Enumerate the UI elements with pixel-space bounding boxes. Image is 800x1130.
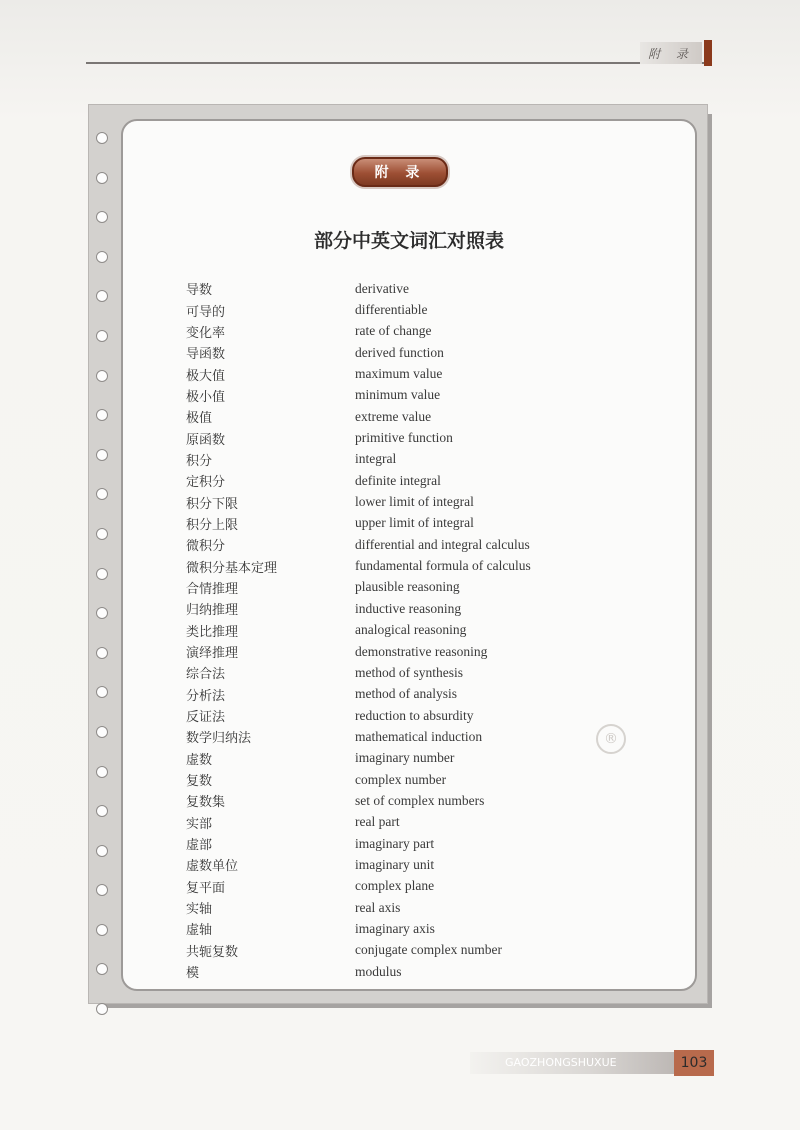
term-chinese: 积分下限 xyxy=(186,496,239,512)
term-chinese: 变化率 xyxy=(186,325,226,341)
header-accent-bar xyxy=(704,40,712,66)
term-chinese: 实轴 xyxy=(186,902,213,918)
glossary-row xyxy=(186,790,606,811)
binder-holes xyxy=(96,132,110,1043)
binder-hole xyxy=(96,884,108,896)
binder-hole xyxy=(96,607,108,619)
binder-hole xyxy=(96,924,108,936)
glossary-row xyxy=(186,491,606,512)
binder-hole xyxy=(96,449,108,461)
term-chinese: 模 xyxy=(186,966,200,982)
glossary-row xyxy=(186,726,606,747)
term-english: derived function xyxy=(355,344,444,360)
binder-hole xyxy=(96,290,108,302)
term-english: integral xyxy=(355,451,397,467)
term-english: derivative xyxy=(355,280,409,296)
term-english: differential and integral calculus xyxy=(355,536,530,552)
glossary-row xyxy=(186,812,606,833)
term-chinese: 极值 xyxy=(186,411,213,427)
term-chinese: 定积分 xyxy=(186,475,226,491)
binder-hole xyxy=(96,488,108,500)
glossary-row xyxy=(186,449,606,470)
glossary-row xyxy=(186,833,606,854)
glossary-row xyxy=(186,620,606,641)
term-chinese: 导函数 xyxy=(186,347,226,363)
glossary-row xyxy=(186,577,606,598)
binder-hole xyxy=(96,132,108,144)
term-chinese: 合情推理 xyxy=(186,581,239,597)
glossary-row xyxy=(186,961,606,982)
term-chinese: 极小值 xyxy=(186,389,226,405)
page-number: 103 xyxy=(674,1050,714,1076)
term-english: imaginary number xyxy=(355,750,455,766)
term-english: imaginary axis xyxy=(355,920,435,936)
term-chinese: 虚数 xyxy=(186,752,213,768)
glossary-row xyxy=(186,918,606,939)
term-english: real part xyxy=(355,814,400,830)
term-english: differentiable xyxy=(355,302,428,318)
glossary-row xyxy=(186,598,606,619)
term-chinese: 虚轴 xyxy=(186,923,213,939)
appendix-badge: 附 录 xyxy=(352,157,448,187)
term-english: modulus xyxy=(355,963,402,979)
term-chinese: 共轭复数 xyxy=(186,944,239,960)
term-chinese: 数学归纳法 xyxy=(186,731,252,747)
binder-hole xyxy=(96,528,108,540)
term-chinese: 微积分基本定理 xyxy=(186,560,278,576)
binder-hole xyxy=(96,1003,108,1015)
term-chinese: 综合法 xyxy=(186,667,226,683)
binder-hole xyxy=(96,845,108,857)
glossary-row xyxy=(186,299,606,320)
term-english: complex plane xyxy=(355,878,435,894)
glossary-row xyxy=(186,854,606,875)
binder-hole xyxy=(96,686,108,698)
binder-hole xyxy=(96,172,108,184)
binder-hole xyxy=(96,805,108,817)
binder-hole xyxy=(96,726,108,738)
term-chinese: 原函数 xyxy=(186,432,226,448)
term-chinese: 类比推理 xyxy=(186,624,239,640)
term-chinese: 复数 xyxy=(186,774,213,790)
glossary-row xyxy=(186,769,606,790)
term-english: conjugate complex number xyxy=(355,942,502,958)
term-chinese: 虚数单位 xyxy=(186,859,239,875)
binder-hole xyxy=(96,963,108,975)
glossary-row xyxy=(186,897,606,918)
term-english: complex number xyxy=(355,771,447,787)
binder-hole xyxy=(96,251,108,263)
footer-brand: GAOZHONGSHUXUE xyxy=(505,1056,617,1069)
term-chinese: 积分上限 xyxy=(186,517,239,533)
term-chinese: 虚部 xyxy=(186,838,213,854)
term-english: definite integral xyxy=(355,472,441,488)
term-chinese: 分析法 xyxy=(186,688,226,704)
term-english: rate of change xyxy=(355,323,432,339)
page-title: 部分中英文词汇对照表 xyxy=(313,230,504,252)
term-chinese: 极大值 xyxy=(186,368,226,384)
term-english: demonstrative reasoning xyxy=(355,643,488,659)
binder-hole xyxy=(96,766,108,778)
glossary-row xyxy=(186,876,606,897)
glossary-row xyxy=(186,427,606,448)
term-english: analogical reasoning xyxy=(355,622,467,638)
term-english: reduction to absurdity xyxy=(355,707,474,723)
term-english: method of analysis xyxy=(355,686,457,702)
term-english: set of complex numbers xyxy=(355,792,485,808)
term-english: lower limit of integral xyxy=(355,494,474,510)
glossary-row xyxy=(186,406,606,427)
term-english: imaginary unit xyxy=(355,856,435,872)
glossary-row xyxy=(186,534,606,555)
glossary-list xyxy=(186,278,606,982)
term-english: plausible reasoning xyxy=(355,579,460,595)
term-chinese: 微积分 xyxy=(186,539,226,555)
glossary-row xyxy=(186,385,606,406)
term-english: real axis xyxy=(355,899,401,915)
glossary-row xyxy=(186,684,606,705)
glossary-row xyxy=(186,555,606,576)
term-chinese: 积分 xyxy=(186,453,213,469)
term-chinese: 归纳推理 xyxy=(186,603,239,619)
term-english: imaginary part xyxy=(355,835,435,851)
glossary-row xyxy=(186,641,606,662)
header-rule xyxy=(86,62,712,64)
term-english: mathematical induction xyxy=(355,728,483,744)
glossary-row xyxy=(186,321,606,342)
binder-hole xyxy=(96,409,108,421)
term-chinese: 复数集 xyxy=(186,795,226,811)
glossary-row xyxy=(186,363,606,384)
term-chinese: 可导的 xyxy=(186,304,226,320)
term-chinese: 复平面 xyxy=(186,880,226,896)
binder-hole xyxy=(96,330,108,342)
glossary-row xyxy=(186,940,606,961)
binder-hole xyxy=(96,370,108,382)
term-chinese: 反证法 xyxy=(186,710,226,726)
term-chinese: 实部 xyxy=(186,816,213,832)
binder-hole xyxy=(96,568,108,580)
glossary-row xyxy=(186,748,606,769)
term-english: fundamental formula of calculus xyxy=(355,558,531,574)
glossary-row xyxy=(186,278,606,299)
glossary-row xyxy=(186,342,606,363)
glossary-row xyxy=(186,470,606,491)
glossary-row xyxy=(186,662,606,683)
term-english: maximum value xyxy=(355,366,443,382)
term-english: inductive reasoning xyxy=(355,600,462,616)
term-english: method of synthesis xyxy=(355,664,463,680)
header-section-label: 附 录 xyxy=(640,42,702,64)
term-english: extreme value xyxy=(355,408,432,424)
term-english: minimum value xyxy=(355,387,441,403)
binder-hole xyxy=(96,647,108,659)
term-chinese: 演绎推理 xyxy=(186,646,239,662)
term-chinese: 导数 xyxy=(186,283,213,299)
glossary-row xyxy=(186,705,606,726)
term-english: upper limit of integral xyxy=(355,515,474,531)
term-english: primitive function xyxy=(355,430,453,446)
glossary-row xyxy=(186,513,606,534)
binder-hole xyxy=(96,211,108,223)
registered-mark-icon: ® xyxy=(596,724,626,754)
